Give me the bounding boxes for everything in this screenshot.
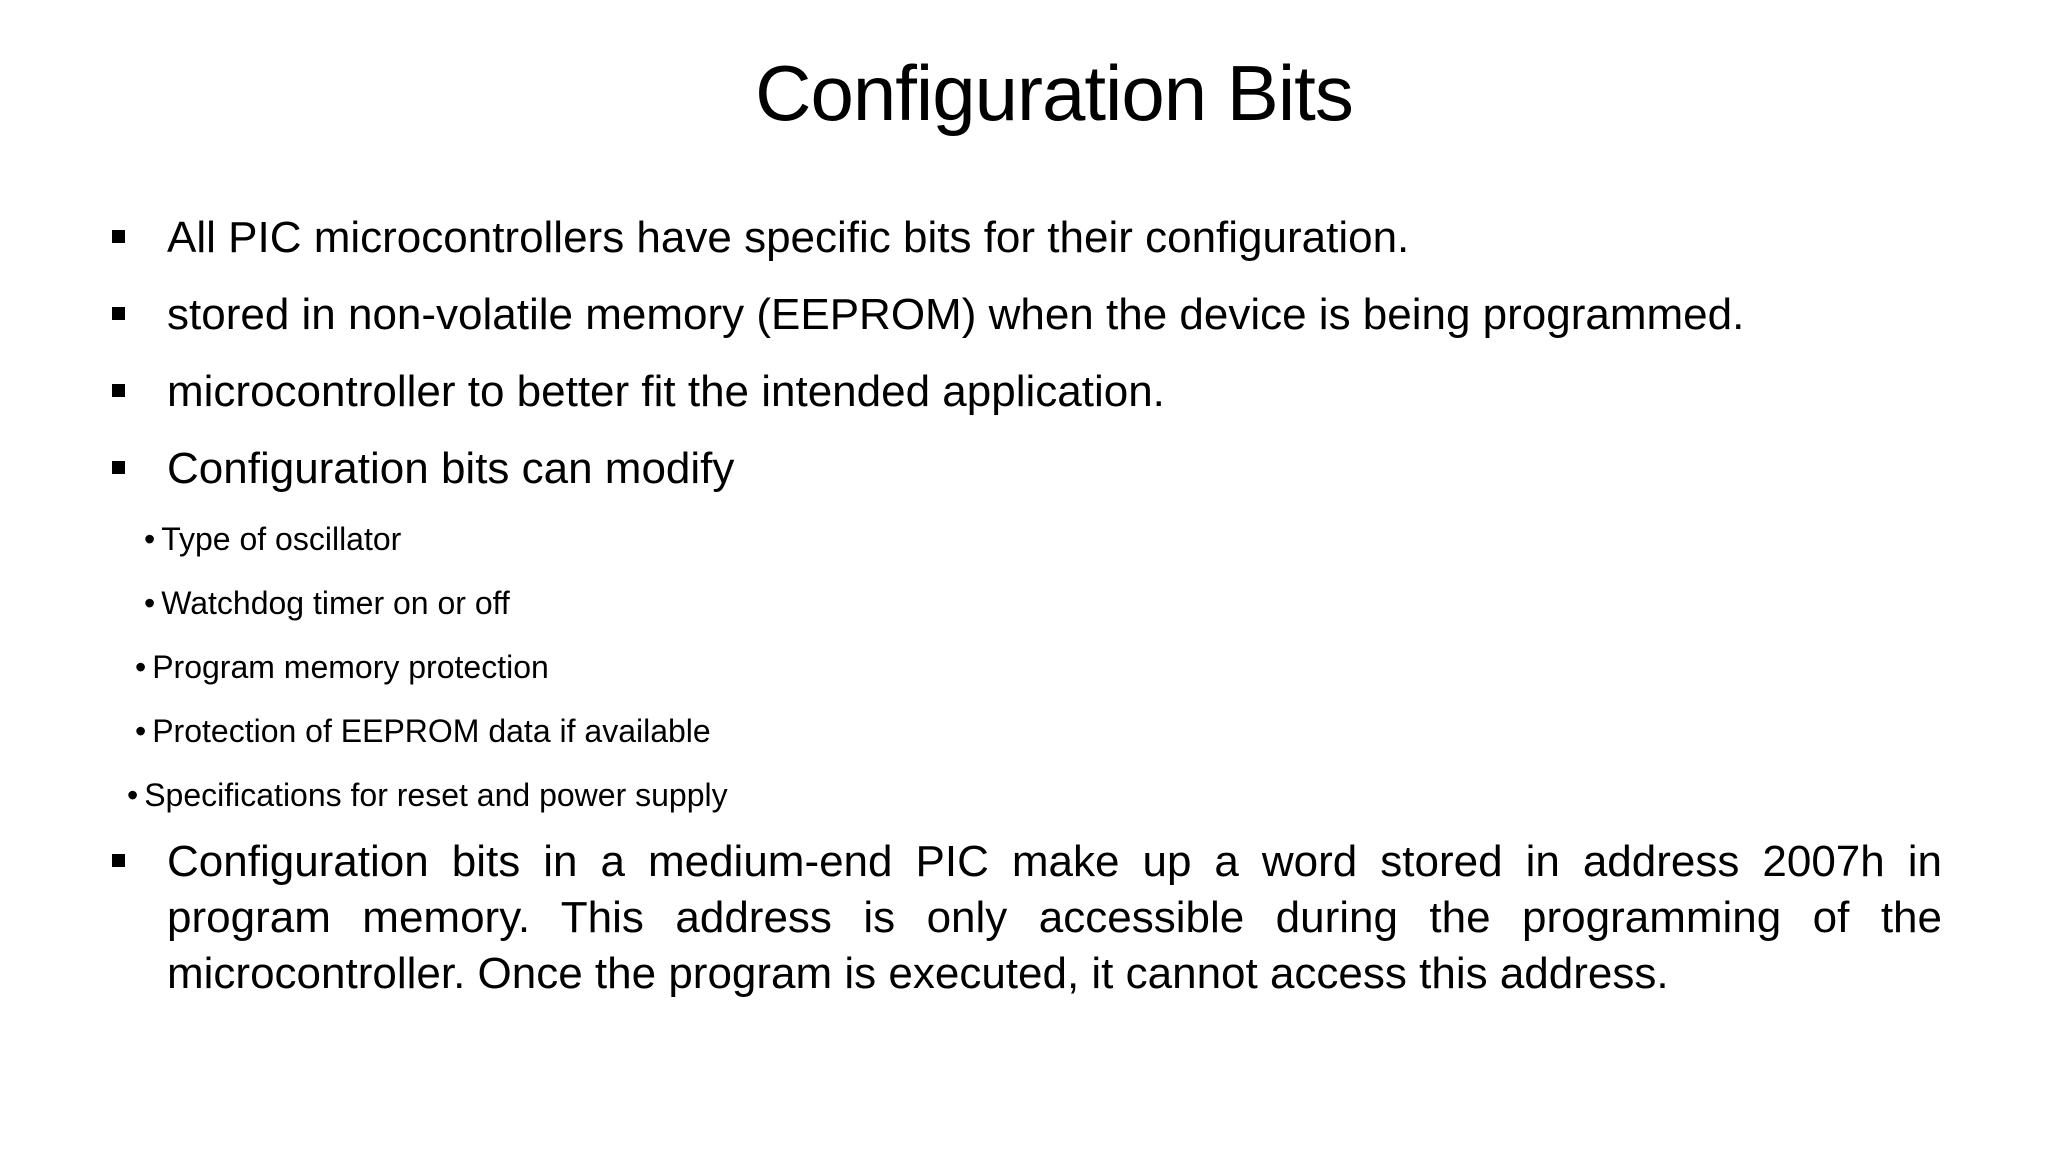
sub-bullet-item (144, 519, 401, 559)
sub-bullet-text: Watchdog timer on or off (161, 585, 510, 621)
sub-bullet-item (144, 583, 510, 623)
dot-bullet-icon: • (144, 521, 156, 557)
sub-bullet-item (127, 775, 728, 815)
paragraph-text: Configuration bits in a medium-end PIC make up a word stored in address 2007h in program memory. This address is only accessible during the programming of the microcontroller. Once the program is executed, it cannot access this address. (167, 837, 1942, 998)
square-bullet-icon (112, 461, 125, 474)
square-bullet-icon (112, 854, 125, 867)
sub-bullet-text: Type of oscillator (161, 521, 402, 557)
square-bullet-icon (112, 307, 125, 320)
bullet-text: All PIC microcontrollers have specific bits for their configuration. (167, 213, 1410, 262)
dot-bullet-icon: • (144, 585, 156, 621)
sub-bullet-text: Program memory protection (152, 649, 549, 685)
dot-bullet-icon: • (135, 713, 147, 749)
dot-bullet-icon: • (127, 777, 139, 813)
sub-bullet-text: Specifications for reset and power supply (144, 777, 728, 813)
square-bullet-icon (112, 384, 125, 397)
bullet-text: stored in non-volatile memory (EEPROM) when the device is being programmed. (167, 290, 1745, 339)
dot-bullet-icon: • (135, 649, 147, 685)
sub-bullet-item (135, 647, 549, 687)
sub-bullet-text: Protection of EEPROM data if available (152, 713, 711, 749)
slide-title: Configuration Bits (755, 49, 1353, 137)
square-bullet-icon (112, 230, 125, 243)
sub-bullet-item (135, 711, 711, 751)
bullet-text: Configuration bits can modify (167, 444, 735, 493)
bullet-text: microcontroller to better fit the intended application. (167, 367, 1165, 416)
